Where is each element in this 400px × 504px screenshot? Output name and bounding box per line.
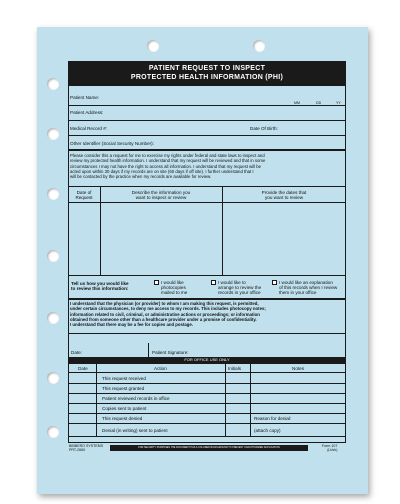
- office-action-item: Denial (in writing) sent to patient: [102, 428, 168, 433]
- binder-hole: [47, 78, 59, 90]
- office-row-rule: [68, 403, 346, 404]
- office-col-initials: Initials: [228, 366, 242, 371]
- review-office-option: I would like to arrange to review the records in your office: [218, 280, 262, 295]
- office-use-header: FOR OFFICE USE ONLY: [68, 357, 346, 364]
- footer-left: BIBBERO SYSTEMS PRT-2660: [69, 444, 104, 453]
- office-col-date: Date: [78, 366, 88, 371]
- reason-for-denial-label: Reason for denial:: [254, 416, 292, 421]
- table-col-divider: [222, 186, 223, 275]
- date-dd-label: DD: [316, 101, 322, 105]
- office-col-action: Action: [154, 366, 167, 371]
- review-office-checkbox[interactable]: [211, 280, 216, 285]
- review-question: Tell us how you would like to review this information:: [71, 281, 129, 291]
- col-describe-info: Describe the information you want to inspect or review: [131, 190, 191, 200]
- patient-address-label: Patient Address:: [70, 110, 104, 115]
- divider: [68, 298, 346, 300]
- patient-name-label: Patient Name:: [70, 95, 100, 100]
- office-row-rule: [68, 413, 346, 414]
- office-col-divider: [250, 364, 251, 436]
- sign-divider: [148, 343, 149, 357]
- binder-hole: [47, 426, 59, 438]
- binder-hole: [47, 128, 59, 140]
- patient-signature-label: Patient Signature:: [152, 350, 189, 355]
- office-action-item: This request granted: [102, 386, 145, 391]
- office-action-item: This request received: [102, 376, 146, 381]
- col-date-of-request: Date of Request: [75, 190, 93, 200]
- request-paragraph: Please consider this a request for me to exercise my rights under federal and state laws to inspect and review my protected health information. I understand that my request will be reviewed and that in some circumstances I may not have the right to access all information. I understand that my request will be acted upon within 30 days if my records are on site (60 days if off site). I further understand that I will be contacted by the practice when my records are available for review.: [70, 153, 266, 180]
- medical-record-label: Medical Record #:: [70, 126, 108, 131]
- binder-hole: [147, 40, 159, 52]
- photocopies-checkbox[interactable]: [154, 280, 159, 285]
- statement-paragraph: I understand that the physician (or provider) to whom I am making this request, is permitted, under certain circumstances, to deny me access to my records. This includes photocopy notes; information related to civil, criminal, or administrative actions or proceedings; or information obtained from someone other than a healthcare provider under a promise of confidentiality. I understand that there may be a fee for copies and postage.: [70, 301, 266, 328]
- table-header-rule: [68, 202, 346, 203]
- patient-name-row[interactable]: [68, 86, 346, 106]
- binder-hole: [47, 312, 59, 324]
- other-identifier-label: Other Identifier (Social Security Number):: [70, 141, 154, 146]
- office-action-item: Patient reviewed records in office: [102, 396, 170, 401]
- table-col-divider: [100, 186, 101, 275]
- title-line-2: PROTECTED HEALTH INFORMATION (PHI): [130, 74, 284, 81]
- date-label: Date:: [71, 350, 82, 355]
- form-title: [68, 61, 346, 86]
- date-yy-label: YY: [336, 101, 341, 105]
- medical-record-row[interactable]: [68, 121, 346, 136]
- office-col-divider: [96, 364, 97, 436]
- binder-hole: [47, 372, 59, 384]
- binder-hole: [47, 250, 59, 262]
- divider: [68, 333, 346, 334]
- title-line-1: PATIENT REQUEST TO INSPECT: [148, 65, 266, 72]
- office-header-rule: [68, 372, 346, 373]
- patient-address-row[interactable]: [68, 106, 346, 121]
- divider: [68, 275, 346, 276]
- col-provide-dates: Provide the dates that you want to review: [261, 190, 307, 200]
- attach-copy-label: (attach copy): [254, 428, 281, 433]
- binder-hole: [253, 40, 265, 52]
- explanation-checkbox[interactable]: [272, 280, 277, 285]
- photocopies-option: I would like photocopies mailed to me: [161, 280, 188, 295]
- office-row-rule: [68, 436, 346, 437]
- footer-right: Form 107 (Lt/sh): [322, 444, 338, 453]
- binder-hole: [47, 188, 59, 200]
- security-banner: FOR SECURITY PURPOSES THE DOCUMENT HAS A COLORED BACKGROUND TO PREVENT UNAUTHORIZED DUPLICATION: [110, 445, 308, 451]
- office-row-rule: [68, 393, 346, 394]
- divider: [68, 186, 346, 187]
- office-col-divider: [225, 364, 226, 436]
- office-action-item: This request denied: [102, 416, 143, 421]
- office-action-item: Copies sent to patient: [102, 406, 147, 411]
- explanation-option: I would like an explanation of this records when I review them in your office: [279, 280, 338, 295]
- office-row-rule: [68, 383, 346, 384]
- date-of-birth-label: Date Of Birth:: [250, 126, 278, 131]
- date-mm-label: MM: [294, 101, 300, 105]
- office-col-notes: Notes: [292, 366, 305, 371]
- office-row-rule: [68, 423, 346, 424]
